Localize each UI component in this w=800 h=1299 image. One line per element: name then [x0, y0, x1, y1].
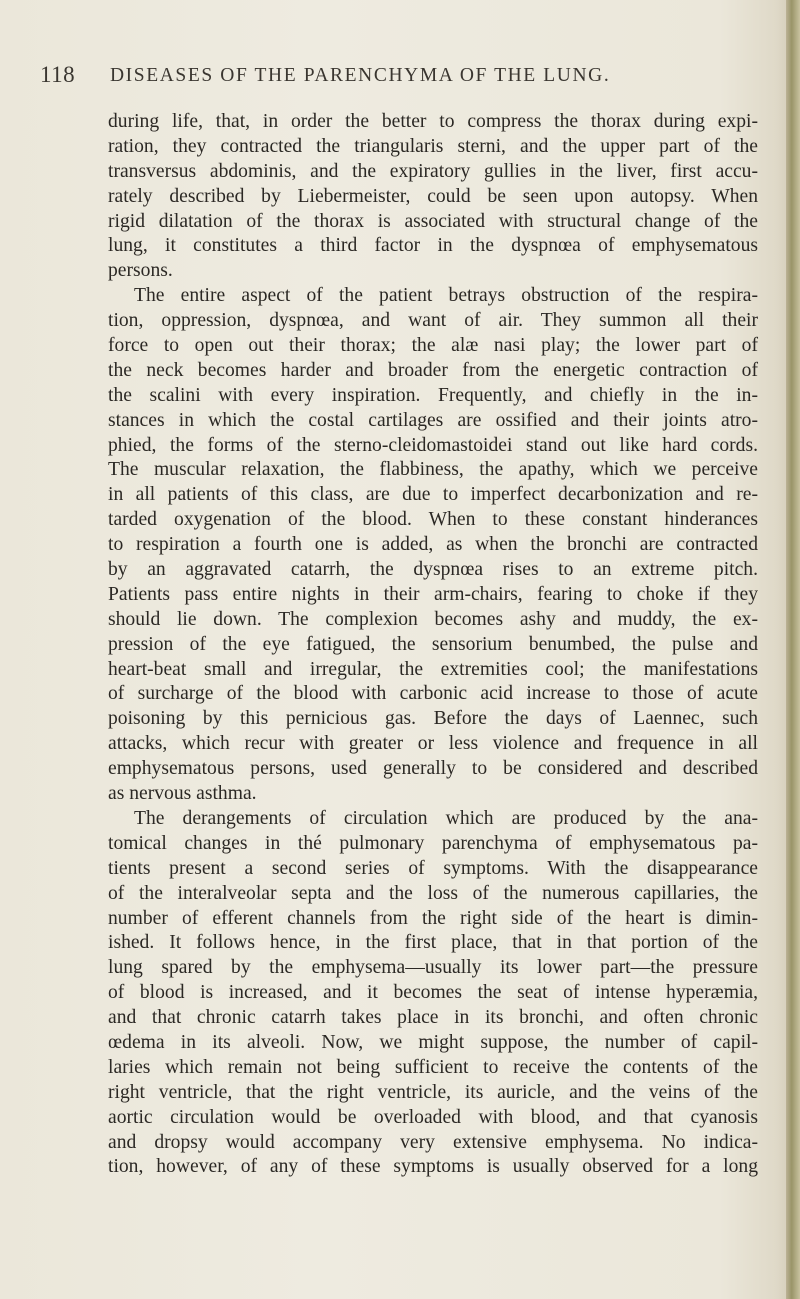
text-line: ration, they contracted the triangularis sterni, and the upper part of the — [108, 135, 758, 157]
text-line: tomical changes in thé pulmonary parenchyma of emphysematous pa- — [108, 832, 758, 854]
text-line: emphysematous persons, used generally to be considered and described — [108, 758, 758, 780]
text-line: lung, it constitutes a third factor in the dyspnœa of emphysematous — [108, 235, 758, 257]
text-line: force to open out their thorax; the alæ nasi play; the lower part of — [108, 335, 758, 357]
text-line: and that chronic catarrh takes place in its bronchi, and often chronic — [108, 1007, 758, 1029]
text-line: Patients pass entire nights in their arm-chairs, fearing to choke if they — [108, 583, 758, 605]
text-line: rately described by Liebermeister, could be seen upon autopsy. When — [108, 185, 758, 207]
text-line: laries which remain not being sufficient to receive the contents of the — [108, 1056, 758, 1078]
text-line: tients present a second series of symptoms. With the disappearance — [108, 857, 758, 879]
text-line: by an aggravated catarrh, the dyspnœa rises to an extreme pitch. — [108, 559, 758, 581]
text-line: of blood is increased, and it becomes the seat of intense hyperæmia, — [108, 982, 758, 1004]
text-line: The derangements of circulation which are produced by the ana- — [134, 807, 758, 829]
text-line: persons. — [108, 260, 173, 282]
text-line: as nervous asthma. — [108, 783, 257, 805]
text-line: poisoning by this pernicious gas. Before the days of Laennec, such — [108, 708, 758, 730]
text-line: phied, the forms of the sterno-cleidomastoidei stand out like hard cords. — [108, 434, 758, 456]
text-line: The entire aspect of the patient betrays obstruction of the respira- — [134, 285, 758, 307]
paragraph-1 — [108, 110, 758, 284]
text-line: heart-beat small and irregular, the extremities cool; the manifestations — [108, 658, 758, 680]
text-line: attacks, which recur with greater or less violence and frequence in all — [108, 733, 758, 755]
text-line: aortic circulation would be overloaded with blood, and that cyanosis — [108, 1106, 758, 1128]
text-line: lung spared by the emphysema—usually its lower part—the pressure — [108, 957, 758, 979]
text-line: of surcharge of the blood with carbonic acid increase to those of acute — [108, 683, 758, 705]
text-line: in all patients of this class, are due to imperfect decarbonization and re- — [108, 484, 758, 506]
text-line: stances in which the costal cartilages are ossified and their joints atro- — [108, 409, 758, 431]
text-line: tion, however, of any of these symptoms is usually observed for a long — [108, 1156, 758, 1178]
page-edge-shadow — [786, 0, 800, 1299]
text-line: during life, that, in order the better to compress the thorax during expi- — [108, 111, 758, 132]
text-line: right ventricle, that the right ventricle, its auricle, and the veins of the — [108, 1081, 758, 1103]
running-head: DISEASES OF THE PARENCHYMA OF THE LUNG. — [110, 65, 611, 86]
text-line: pression of the eye fatigued, the sensorium benumbed, the pulse and — [108, 633, 758, 655]
text-line: œdema in its alveoli. Now, we might suppose, the number of capil- — [108, 1031, 758, 1053]
text-line: tion, oppression, dyspnœa, and want of air. They summon all their — [108, 310, 758, 332]
text-line: should lie down. The complexion becomes ashy and muddy, the ex- — [108, 608, 758, 630]
text-line: of the interalveolar septa and the loss of the numerous capillaries, the — [108, 882, 758, 904]
text-line: to respiration a fourth one is added, as when the bronchi are contracted — [108, 534, 758, 556]
text-line: and dropsy would accompany very extensive emphysema. No indica- — [108, 1131, 758, 1153]
body-text — [108, 110, 758, 1180]
text-line: rigid dilatation of the thorax is associated with structural change of the — [108, 210, 758, 232]
text-line: tarded oxygenation of the blood. When to these constant hinderances — [108, 509, 758, 531]
text-line: ished. It follows hence, in the first place, that in that portion of the — [108, 932, 758, 954]
page-number: 118 — [40, 62, 76, 87]
paragraph-2 — [108, 284, 758, 807]
paragraph-3 — [108, 807, 758, 1180]
page-header — [40, 62, 760, 92]
text-line: The muscular relaxation, the flabbiness, the apathy, which we perceive — [108, 459, 758, 481]
text-line: transversus abdominis, and the expiratory gullies in the liver, first accu- — [108, 160, 758, 182]
text-line: the scalini with every inspiration. Frequently, and chiefly in the in- — [108, 384, 758, 406]
text-line: the neck becomes harder and broader from the energetic contraction of — [108, 359, 758, 381]
text-line: number of efferent channels from the right side of the heart is dimin- — [108, 907, 758, 929]
